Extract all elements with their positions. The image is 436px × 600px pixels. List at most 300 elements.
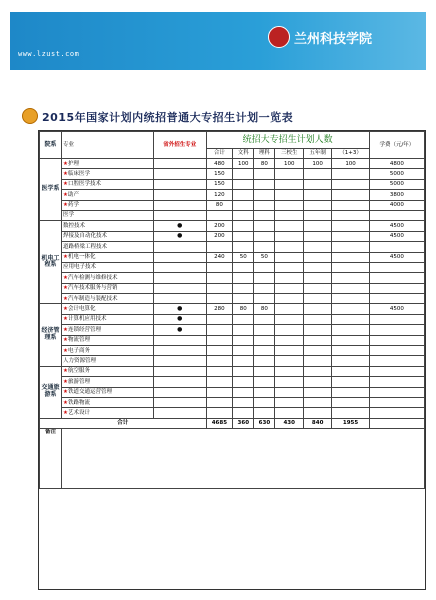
table-row [40, 304, 425, 314]
star-icon: ★ [63, 306, 68, 312]
value-cell [303, 273, 331, 283]
program-name: 临床医学 [67, 170, 90, 177]
value-cell: 150 [206, 179, 233, 189]
value-cell [206, 397, 233, 407]
value-cell [275, 397, 303, 407]
program-name: 医学 [63, 212, 75, 219]
program-name: 口腔医学技术 [67, 181, 101, 188]
program-name: 计算机应用技术 [67, 316, 107, 323]
value-cell [254, 231, 275, 241]
program-cell [62, 200, 154, 210]
value-cell [332, 294, 369, 304]
value-cell [303, 169, 331, 179]
value-cell [275, 273, 303, 283]
total-value: 840 [303, 418, 331, 428]
value-cell [254, 397, 275, 407]
program-name: 铁路物流 [67, 399, 90, 406]
value-cell [254, 200, 275, 210]
star-icon: ★ [63, 274, 68, 281]
value-cell [233, 210, 254, 220]
notes-content [62, 428, 425, 488]
dept-cell: 医学系 [40, 159, 62, 221]
value-cell [303, 252, 331, 262]
subheader-cell: （1+3） [332, 149, 369, 159]
value-cell: 120 [206, 190, 233, 200]
value-cell: 5000 [369, 169, 424, 179]
value-cell [303, 221, 331, 231]
value-cell: 100 [332, 159, 369, 169]
value-cell: 80 [254, 159, 275, 169]
value-cell [369, 397, 424, 407]
value-cell [303, 304, 331, 314]
value-cell: 150 [206, 169, 233, 179]
value-cell [332, 210, 369, 220]
program-cell [62, 397, 154, 407]
star-icon: ★ [63, 337, 68, 344]
table-row [40, 387, 425, 397]
value-cell: 80 [254, 304, 275, 314]
value-cell [233, 221, 254, 231]
site-url[interactable]: www.lzust.com [18, 50, 80, 58]
table-row [40, 159, 425, 169]
outside-cell [154, 377, 207, 387]
table-row [40, 366, 425, 376]
value-cell [233, 314, 254, 324]
outside-cell [154, 159, 207, 169]
outside-cell [154, 387, 207, 397]
value-cell [275, 231, 303, 241]
value-cell [206, 335, 233, 345]
value-cell [206, 262, 233, 272]
table-row [40, 190, 425, 200]
value-cell [275, 221, 303, 231]
table-row [40, 314, 425, 324]
outside-cell [154, 346, 207, 356]
table-row [40, 169, 425, 179]
value-cell [206, 314, 233, 324]
outside-cell [154, 262, 207, 272]
value-cell [275, 179, 303, 189]
value-cell: 280 [206, 304, 233, 314]
value-cell [332, 283, 369, 293]
value-cell [332, 190, 369, 200]
star-icon: ★ [63, 368, 68, 375]
value-cell: 100 [303, 159, 331, 169]
value-cell [369, 335, 424, 345]
value-cell [275, 377, 303, 387]
value-cell [332, 221, 369, 231]
dept-cell: 交通旅游系 [40, 366, 62, 418]
outside-cell [154, 210, 207, 220]
star-icon: ★ [63, 160, 68, 167]
value-cell: 4800 [369, 159, 424, 169]
value-cell [332, 397, 369, 407]
value-cell: 3800 [369, 190, 424, 200]
program-cell [62, 262, 154, 272]
value-cell: 80 [233, 304, 254, 314]
value-cell [275, 346, 303, 356]
program-cell [62, 314, 154, 324]
value-cell [206, 294, 233, 304]
value-cell [206, 325, 233, 335]
notes-label: 备注 [40, 428, 62, 488]
value-cell [332, 366, 369, 376]
table-row [40, 252, 425, 262]
total-value: 4685 [206, 418, 233, 428]
value-cell [303, 210, 331, 220]
program-cell [62, 231, 154, 241]
value-cell [275, 190, 303, 200]
value-cell [233, 231, 254, 241]
program-cell [62, 366, 154, 376]
dept-cell: 机电工程系 [40, 221, 62, 304]
program-name: 艺术设计 [67, 409, 90, 416]
outside-cell [154, 304, 207, 314]
value-cell [233, 366, 254, 376]
value-cell [233, 242, 254, 252]
value-cell [233, 169, 254, 179]
value-cell [303, 387, 331, 397]
value-cell [206, 210, 233, 220]
program-cell [62, 377, 154, 387]
table-row [40, 325, 425, 335]
table-row [40, 346, 425, 356]
value-cell [332, 387, 369, 397]
outside-cell [154, 252, 207, 262]
value-cell [254, 210, 275, 220]
program-name: 汽车检测与维修技术 [67, 274, 118, 281]
subheader-cell: 合计 [206, 149, 233, 159]
value-cell: 100 [275, 159, 303, 169]
value-cell [254, 169, 275, 179]
title-bar [22, 108, 416, 124]
star-icon: ★ [63, 285, 68, 292]
total-value: 630 [254, 418, 275, 428]
program-name: 连锁经营管理 [67, 326, 101, 333]
value-cell [275, 169, 303, 179]
value-cell: 200 [206, 231, 233, 241]
program-name: 会计电算化 [67, 306, 96, 312]
value-cell: 80 [206, 200, 233, 210]
star-icon: ★ [63, 254, 68, 261]
program-name: 药学 [67, 202, 79, 209]
value-cell [206, 242, 233, 252]
outside-cell [154, 294, 207, 304]
value-cell [275, 387, 303, 397]
value-cell [254, 262, 275, 272]
program-cell [62, 325, 154, 335]
value-cell: 4500 [369, 221, 424, 231]
outside-cell [154, 408, 207, 418]
value-cell [369, 356, 424, 366]
value-cell [369, 294, 424, 304]
value-cell [275, 356, 303, 366]
outside-cell [154, 273, 207, 283]
value-cell [332, 242, 369, 252]
value-cell [206, 377, 233, 387]
star-icon: ★ [63, 389, 68, 396]
value-cell [275, 210, 303, 220]
value-cell [254, 325, 275, 335]
value-cell [254, 314, 275, 324]
outside-cell [154, 221, 207, 231]
program-name: 机电一体化 [67, 254, 96, 261]
value-cell [332, 200, 369, 210]
outside-cell [154, 366, 207, 376]
value-cell: 480 [206, 159, 233, 169]
value-cell [332, 273, 369, 283]
value-cell [303, 325, 331, 335]
value-cell [369, 377, 424, 387]
star-icon: ★ [63, 399, 68, 406]
value-cell [303, 179, 331, 189]
star-icon: ★ [63, 181, 68, 188]
value-cell [369, 283, 424, 293]
program-name: 汽车制造与装配技术 [67, 295, 118, 302]
col-plan: 统招大专招生计划人数 [206, 132, 369, 149]
value-cell [233, 356, 254, 366]
school-logo [268, 26, 418, 52]
dot-icon: ● [177, 304, 183, 312]
emblem-icon [22, 108, 38, 124]
table-row [40, 356, 425, 366]
star-icon: ★ [63, 316, 68, 323]
outside-cell [154, 325, 207, 335]
value-cell [332, 179, 369, 189]
star-icon: ★ [63, 347, 68, 354]
star-icon: ★ [63, 202, 68, 209]
table-row [40, 221, 425, 231]
col-dept: 院系 [40, 132, 62, 159]
page-title: 2015年国家计划内统招普通大专招生计划一览表 [42, 111, 294, 124]
value-cell [332, 169, 369, 179]
program-cell [62, 190, 154, 200]
value-cell [233, 408, 254, 418]
value-cell: 240 [206, 252, 233, 262]
total-value: 1955 [332, 418, 369, 428]
value-cell [303, 283, 331, 293]
value-cell [303, 346, 331, 356]
value-cell [332, 314, 369, 324]
program-name: 物流管理 [67, 337, 90, 344]
program-name: 护理 [67, 160, 79, 167]
program-name: 航空服务 [67, 368, 90, 375]
value-cell [233, 397, 254, 407]
enrollment-table [39, 131, 425, 489]
program-cell [62, 210, 154, 220]
value-cell [303, 335, 331, 345]
value-cell [206, 283, 233, 293]
value-cell [332, 304, 369, 314]
value-cell [275, 366, 303, 376]
program-name: 旅游管理 [67, 378, 90, 385]
dot-icon: ● [177, 221, 183, 229]
table-row [40, 283, 425, 293]
program-name: 人力资源管理 [63, 357, 97, 364]
value-cell [303, 242, 331, 252]
outside-cell [154, 169, 207, 179]
program-cell [62, 346, 154, 356]
table-row [40, 335, 425, 345]
value-cell [303, 231, 331, 241]
value-cell [369, 387, 424, 397]
subheader-cell: 理科 [254, 149, 275, 159]
value-cell [369, 325, 424, 335]
program-cell [62, 179, 154, 189]
program-name: 助产 [67, 191, 79, 198]
table-row [40, 397, 425, 407]
table-row [40, 262, 425, 272]
value-cell [275, 314, 303, 324]
value-cell [303, 356, 331, 366]
value-cell: 200 [206, 221, 233, 231]
value-cell [254, 387, 275, 397]
value-cell [206, 356, 233, 366]
program-cell [62, 294, 154, 304]
value-cell [254, 335, 275, 345]
value-cell [206, 366, 233, 376]
value-cell [369, 366, 424, 376]
total-value [369, 418, 424, 428]
value-cell [254, 366, 275, 376]
value-cell [254, 273, 275, 283]
program-cell [62, 242, 154, 252]
value-cell [254, 221, 275, 231]
value-cell [275, 335, 303, 345]
outside-cell [154, 335, 207, 345]
value-cell [275, 252, 303, 262]
value-cell [303, 408, 331, 418]
total-label: 合计 [40, 418, 207, 428]
notes-row [40, 428, 425, 488]
subheader-cell: 文科 [233, 149, 254, 159]
program-name: 道路桥梁工程技术 [63, 243, 108, 250]
dot-icon: ● [177, 231, 183, 239]
value-cell [233, 387, 254, 397]
program-cell [62, 304, 154, 314]
value-cell [303, 366, 331, 376]
value-cell: 5000 [369, 179, 424, 189]
outside-cell [154, 200, 207, 210]
outside-cell [154, 242, 207, 252]
school-name: 兰州科技学院 [294, 32, 373, 47]
value-cell [254, 346, 275, 356]
program-name: 数控技术 [63, 222, 86, 229]
total-value: 430 [275, 418, 303, 428]
value-cell [233, 283, 254, 293]
subheader-cell: 五年制 [303, 149, 331, 159]
program-cell [62, 356, 154, 366]
value-cell [233, 262, 254, 272]
star-icon: ★ [63, 409, 68, 416]
value-cell [275, 408, 303, 418]
outside-cell [154, 190, 207, 200]
program-name: 应用电子技术 [63, 264, 97, 271]
value-cell [233, 346, 254, 356]
total-value: 360 [233, 418, 254, 428]
program-cell [62, 387, 154, 397]
table-row [40, 408, 425, 418]
value-cell [275, 242, 303, 252]
value-cell [369, 242, 424, 252]
table-row [40, 200, 425, 210]
value-cell [233, 200, 254, 210]
program-cell [62, 159, 154, 169]
table-row [40, 273, 425, 283]
outside-cell [154, 314, 207, 324]
value-cell: 50 [254, 252, 275, 262]
value-cell [206, 387, 233, 397]
value-cell [275, 262, 303, 272]
outside-cell [154, 283, 207, 293]
table-row [40, 210, 425, 220]
program-cell [62, 169, 154, 179]
table-row [40, 242, 425, 252]
value-cell: 4000 [369, 200, 424, 210]
value-cell [254, 179, 275, 189]
program-name: 焊接及自动化技术 [63, 233, 108, 240]
star-icon: ★ [63, 378, 68, 385]
value-cell [254, 377, 275, 387]
col-program: 专业 [62, 132, 154, 159]
program-cell [62, 408, 154, 418]
value-cell [275, 200, 303, 210]
value-cell [275, 283, 303, 293]
value-cell [254, 294, 275, 304]
value-cell [332, 346, 369, 356]
table-row [40, 294, 425, 304]
value-cell [332, 408, 369, 418]
value-cell: 50 [233, 252, 254, 262]
table-row [40, 179, 425, 189]
value-cell [369, 346, 424, 356]
value-cell [303, 377, 331, 387]
value-cell [254, 356, 275, 366]
value-cell: 4500 [369, 252, 424, 262]
value-cell [303, 200, 331, 210]
value-cell [332, 231, 369, 241]
value-cell [303, 397, 331, 407]
total-row [40, 418, 425, 428]
value-cell [233, 273, 254, 283]
dot-icon: ● [177, 325, 183, 333]
header-banner [10, 12, 426, 70]
value-cell: 4500 [369, 304, 424, 314]
value-cell [275, 294, 303, 304]
star-icon: ★ [63, 326, 68, 333]
value-cell [254, 190, 275, 200]
value-cell: 4500 [369, 231, 424, 241]
value-cell [233, 325, 254, 335]
value-cell [206, 408, 233, 418]
outside-cell [154, 356, 207, 366]
value-cell [303, 190, 331, 200]
program-cell [62, 283, 154, 293]
program-cell [62, 273, 154, 283]
value-cell [254, 408, 275, 418]
program-cell [62, 252, 154, 262]
value-cell [332, 377, 369, 387]
value-cell [206, 346, 233, 356]
value-cell [233, 294, 254, 304]
value-cell [233, 377, 254, 387]
program-cell [62, 221, 154, 231]
value-cell [233, 335, 254, 345]
value-cell [303, 314, 331, 324]
star-icon: ★ [63, 295, 68, 302]
outside-cell [154, 179, 207, 189]
col-outside: 省外招生专业 [154, 132, 207, 159]
